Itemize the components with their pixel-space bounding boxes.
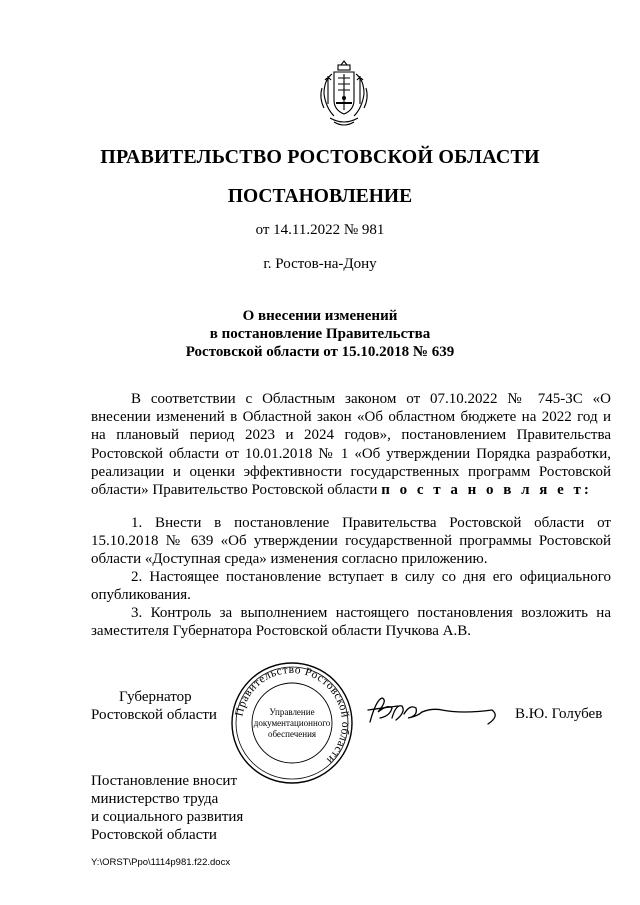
introducer-line: министерство труда (91, 791, 219, 807)
file-path: Y:\ORST\Ppo\1114p981.f22.docx (91, 857, 231, 868)
organization-title: ПРАВИТЕЛЬСТВО РОСТОВСКОЙ ОБЛАСТИ (100, 146, 540, 168)
resolution-item: 3. Контроль за выполнением настоящего постановления возложить на заместителя Губернатора Ростовской области Пучкова А.В. (91, 605, 611, 640)
subject-line: Ростовской области от 15.10.2018 № 639 (185, 344, 455, 360)
resolution-item: 1. Внести в постановление Правительства Ростовской области от 15.10.2018 № 639 «Об утверждении государственной программы Ростовской области «Доступная среда» изменения согласно приложению. (91, 515, 611, 568)
introducer-line: Ростовской области (91, 827, 217, 843)
signatory-title-line: Губернатор (119, 689, 192, 705)
stamp-inner-line: Управление (269, 707, 315, 717)
document-subject (0, 307, 640, 361)
date-and-number: от 14.11.2022 № 981 (255, 222, 385, 238)
document-type: ПОСТАНОВЛЕНИЕ (227, 186, 413, 207)
stamp-outer-text: Правительство Ростовской области (233, 663, 352, 767)
city: г. Ростов-на-Дону (263, 256, 377, 272)
introducer-line: и социального развития (91, 809, 244, 825)
handwritten-signature (364, 688, 506, 734)
introducer-line: Постановление вносит (91, 773, 238, 789)
signatory-name: В.Ю. Голубев (515, 706, 603, 722)
preamble-paragraph (91, 390, 611, 499)
coat-of-arms-icon (316, 58, 372, 130)
resolves-phrase: п о с т а н о в л я е т: (381, 482, 592, 499)
signatory-title (91, 688, 231, 724)
resolution-item: 2. Настоящее постановление вступает в силу со дня его официального опубликования. (91, 569, 611, 604)
subject-line: в постановление Правительства (209, 326, 431, 342)
official-stamp (229, 660, 355, 786)
stamp-inner-line: обеспечения (267, 729, 317, 739)
subject-line: О внесении изменений (242, 308, 398, 324)
stamp-inner-line: документационного (253, 718, 331, 728)
introducer-block (91, 772, 311, 844)
preamble-text: В соответствии с Областным законом от 07.10.2022 № 745-ЗС «О внесении изменений в Областной закон «Об областном бюджете на 2022 год и на плановый период 2023 и 2024 годов», постановлением Правительства Ростовской области от 10.01.2018 № 1 «Об утверждении Порядка разработки, реализации и оценки эффективности государственных программ Ростовской области» Правительство Ростовской области (91, 391, 611, 499)
signatory-title-line: Ростовской области (91, 707, 217, 723)
